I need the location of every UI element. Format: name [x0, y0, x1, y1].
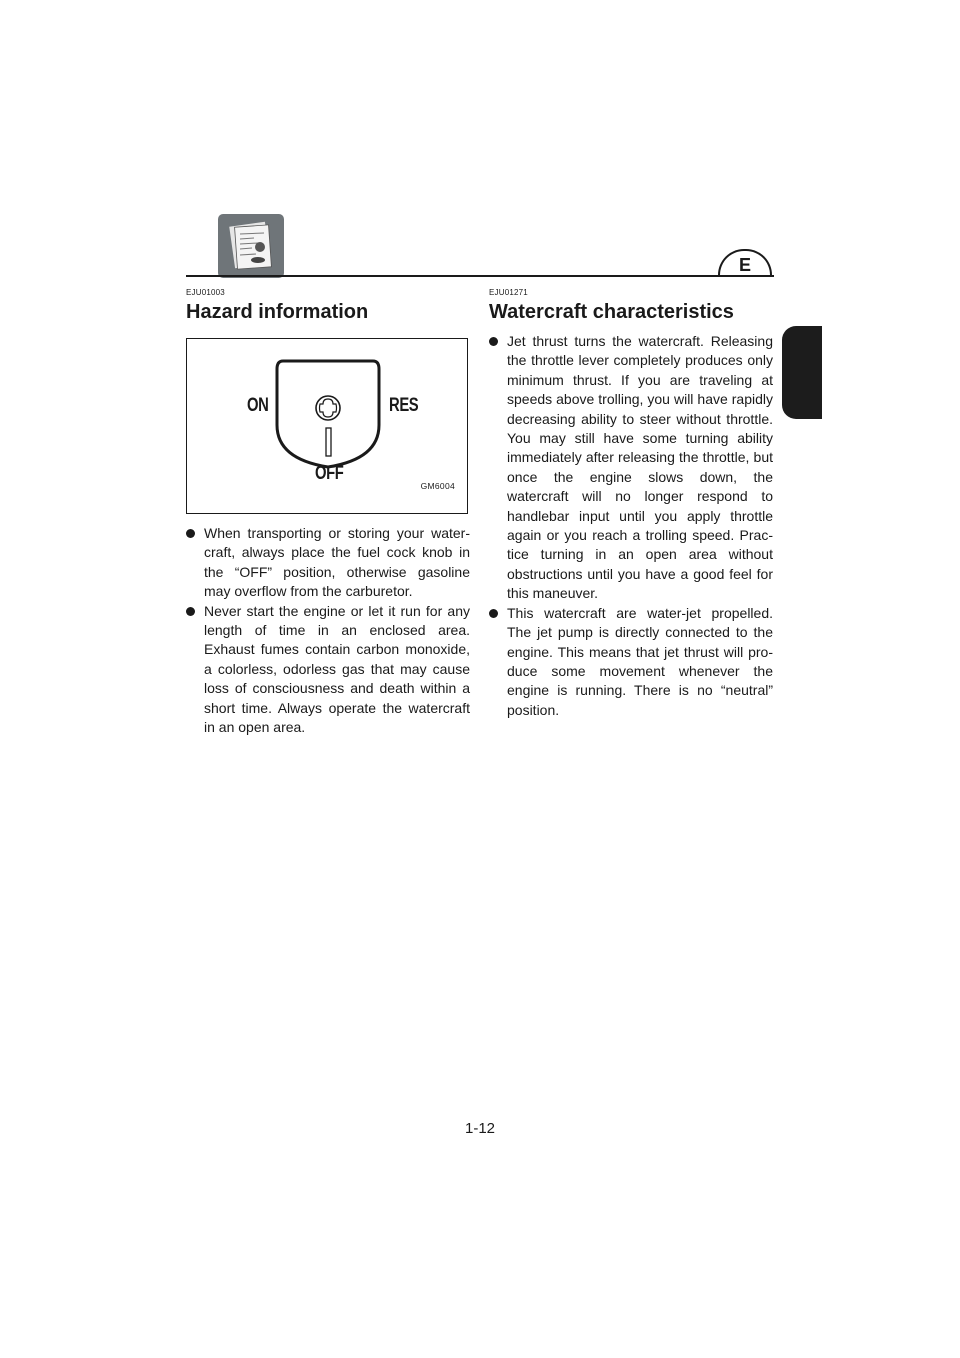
bullet-dot-icon [489, 337, 498, 346]
section-code: EJU01003 [186, 288, 225, 297]
section-side-tab [782, 326, 822, 419]
watercraft-characteristics-section [489, 288, 773, 720]
label-on: ON [247, 395, 269, 416]
list-item: When transporting or storing your water-craft, always place the fuel cock knob in the “OFF” position, otherwise gasoline may overflow from the carburetor. [186, 524, 470, 602]
bullet-dot-icon [489, 609, 498, 618]
bullet-dot-icon [186, 607, 195, 616]
list-item: This watercraft are water-jet propelled. The jet pump is directly connected to the engine. This means that jet thrust will pro-duce some movement whenever the engine is running. There is no “neutral” position. [489, 604, 773, 720]
list-item: Never start the engine or let it run for any length of time in an enclosed area. Exhaust fumes contain carbon monoxide, a colorless, odorless gas that may cause loss of consciousness and death within a short time. Always operate the watercraft in an open area. [186, 602, 470, 738]
hazard-bullet-list [186, 524, 470, 737]
header-rule [186, 275, 774, 277]
label-off: OFF [315, 463, 344, 484]
list-item: Jet thrust turns the watercraft. Releasing the throttle lever completely produces only minimum thrust. If you are traveling at speeds above trolling, you will have rapidly decreasing ability to steer without throttle. You may still have some turning ability immediately after releasing the throttle, but once the engine slows down, the watercraft will no longer respond to handlebar input until you apply throttle again or you reach a trolling speed. Prac-tice turning in an open area without obstructions until you have a good feel for this maneuver. [489, 332, 773, 604]
language-badge: E [718, 249, 772, 275]
bullet-dot-icon [186, 529, 195, 538]
label-res: RES [389, 395, 419, 416]
section-title: Hazard information [186, 301, 369, 323]
fuel-cock-figure [186, 338, 468, 514]
characteristics-bullet-list [489, 332, 773, 720]
page-number: 1-12 [464, 1120, 496, 1137]
section-code: EJU01271 [489, 288, 528, 297]
figure-code: GM6004 [420, 481, 455, 491]
section-title: Watercraft characteristics [489, 301, 734, 323]
hazard-information-section [186, 288, 470, 737]
manual-book-icon [218, 214, 284, 278]
